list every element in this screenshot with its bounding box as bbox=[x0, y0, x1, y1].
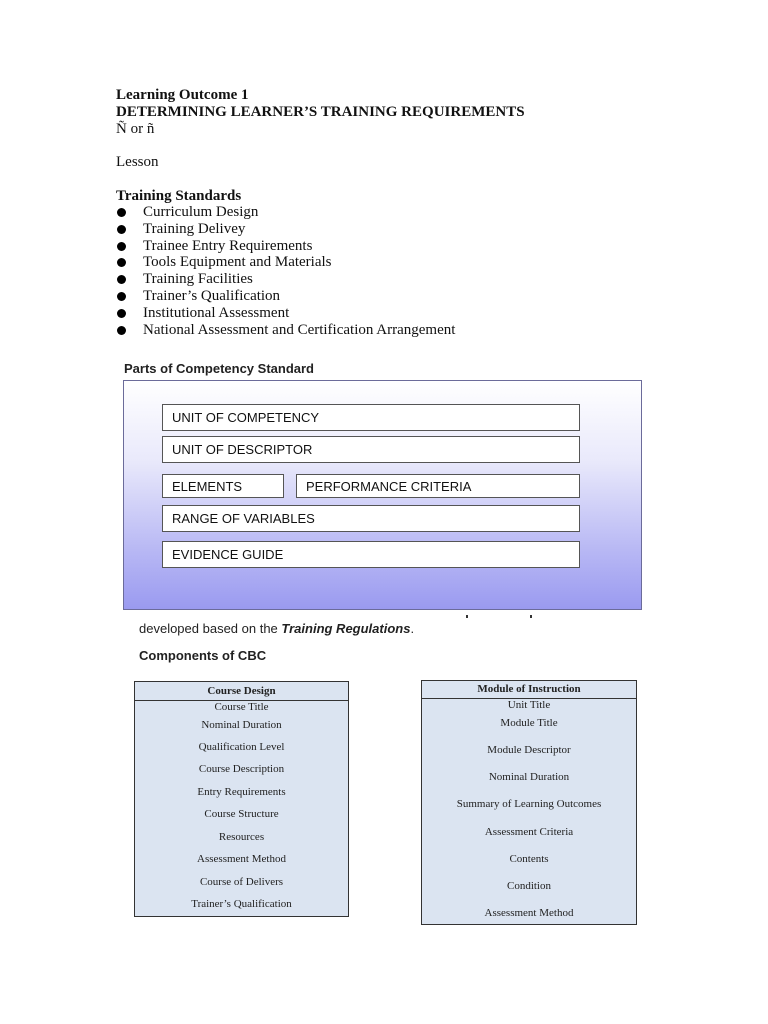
list-item-label: Training Delivey bbox=[143, 220, 246, 237]
table-row: Condition bbox=[506, 880, 551, 892]
table-row: Summary of Learning Outcomes bbox=[456, 798, 602, 810]
table-row: Course Title bbox=[214, 701, 269, 713]
list-item bbox=[116, 322, 455, 339]
table-row: Nominal Duration bbox=[488, 771, 570, 783]
bullet-icon bbox=[117, 275, 126, 284]
list-item bbox=[116, 305, 455, 322]
bullet-icon bbox=[117, 292, 126, 301]
list-item-label: Institutional Assessment bbox=[143, 304, 290, 321]
developed-based-text: developed based on the Training Regulations. bbox=[139, 621, 415, 636]
bullet-icon bbox=[117, 258, 126, 267]
table-header: Course Design bbox=[135, 682, 348, 701]
list-item bbox=[116, 221, 455, 238]
unit-of-competency-box: UNIT OF COMPETENCY bbox=[162, 404, 580, 431]
table-row: Course of Delivers bbox=[199, 876, 284, 888]
module-of-instruction-table bbox=[421, 680, 637, 925]
table-row: Resources bbox=[218, 831, 265, 843]
table-header: Module of Instruction bbox=[422, 681, 636, 699]
table-row: Qualification Level bbox=[198, 741, 285, 753]
table-row: Contents bbox=[509, 853, 549, 865]
learning-outcome-label: Learning Outcome 1 bbox=[116, 87, 249, 103]
list-item bbox=[116, 254, 455, 271]
table-row: Course Description bbox=[198, 763, 285, 775]
list-item-label: National Assessment and Certification Arrangement bbox=[143, 321, 456, 338]
scan-artifact bbox=[466, 615, 468, 618]
list-item bbox=[116, 288, 455, 305]
scan-artifact bbox=[530, 615, 532, 618]
table-row: Assessment Method bbox=[484, 907, 574, 919]
bullet-icon bbox=[117, 225, 126, 234]
list-item bbox=[116, 238, 455, 255]
list-item-label: Trainer’s Qualification bbox=[143, 287, 281, 304]
table-row: Course Structure bbox=[204, 808, 279, 820]
competency-standard-heading: Parts of Competency Standard bbox=[124, 361, 314, 376]
table-row: Module Descriptor bbox=[487, 744, 571, 756]
competency-standard-diagram bbox=[123, 380, 642, 610]
table-row: Trainer’s Qualification bbox=[191, 898, 292, 910]
table-row: Assessment Method bbox=[197, 853, 286, 865]
list-item-label: Curriculum Design bbox=[143, 204, 259, 220]
performance-criteria-box: PERFORMANCE CRITERIA bbox=[296, 474, 580, 498]
course-design-table bbox=[134, 681, 349, 917]
list-item-label: Trainee Entry Requirements bbox=[143, 237, 313, 254]
list-item bbox=[116, 204, 455, 221]
bullet-icon bbox=[117, 326, 126, 335]
elements-box: ELEMENTS bbox=[162, 474, 284, 498]
special-characters-note: Ñ or ñ bbox=[116, 121, 155, 137]
bullet-icon bbox=[117, 208, 126, 217]
training-regulations-emphasis: Training Regulations bbox=[281, 621, 411, 636]
unit-of-descriptor-box: UNIT OF DESCRIPTOR bbox=[162, 436, 580, 463]
cbc-heading: Components of CBC bbox=[139, 648, 267, 663]
list-item-label: Tools Equipment and Materials bbox=[143, 254, 332, 271]
list-item-label: Training Facilities bbox=[143, 271, 253, 288]
table-row: Assessment Criteria bbox=[484, 826, 574, 838]
list-item bbox=[116, 271, 455, 288]
range-of-variables-box: RANGE OF VARIABLES bbox=[162, 505, 580, 532]
page-title: DETERMINING LEARNER’S TRAINING REQUIREMENTS bbox=[116, 104, 525, 120]
table-row: Entry Requirements bbox=[197, 786, 286, 798]
training-standards-list bbox=[116, 204, 455, 338]
bullet-icon bbox=[117, 309, 126, 318]
bullet-icon bbox=[117, 242, 126, 251]
table-row: Nominal Duration bbox=[201, 719, 282, 731]
lesson-label: Lesson bbox=[116, 154, 159, 170]
evidence-guide-box: EVIDENCE GUIDE bbox=[162, 541, 580, 568]
training-standards-heading: Training Standards bbox=[116, 188, 242, 204]
table-row: Module Title bbox=[500, 717, 558, 729]
table-row: Unit Title bbox=[507, 699, 551, 711]
